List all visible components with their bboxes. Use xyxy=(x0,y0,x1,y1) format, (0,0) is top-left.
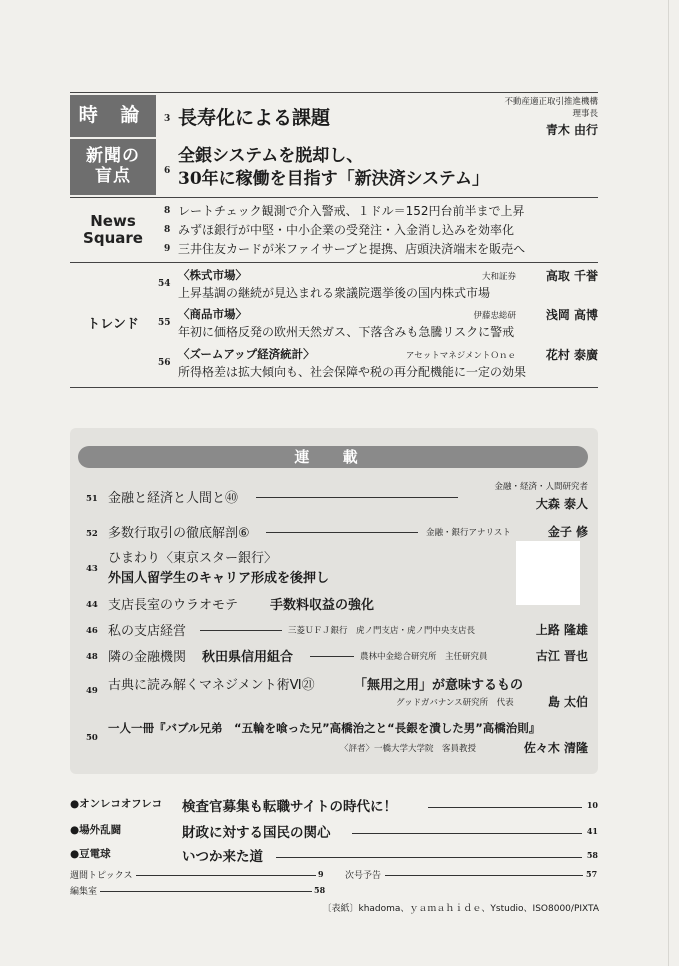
author-name: 金子 修 xyxy=(547,525,588,539)
shinbun-label-line1: 新聞の xyxy=(86,146,140,167)
column-title: 検査官募集も転職サイトの時代に！ xyxy=(182,799,398,815)
serial-title: 支店長室のウラオモテ xyxy=(108,598,239,613)
leader-line xyxy=(310,656,354,657)
column-onreco[interactable] xyxy=(70,796,598,816)
column-label: ●オンレコオフレコ xyxy=(70,798,163,810)
shinbun-title-line2: 30年に稼働を目指す「新決済システム」 xyxy=(178,169,489,189)
column-label: ●場外乱闘 xyxy=(70,824,122,836)
mini-label: 週間トピックス xyxy=(70,871,133,881)
author-org: 〈評者〉一橋大学大学院 客員教授 xyxy=(340,744,477,754)
news-item[interactable] xyxy=(164,202,598,221)
author-org: 大和証券 xyxy=(481,272,516,282)
column-jogai[interactable] xyxy=(70,822,598,842)
page-edge xyxy=(668,0,669,966)
leader-line xyxy=(136,875,316,876)
feature-table xyxy=(70,92,598,388)
jiron-title: 長寿化による課題 xyxy=(178,107,331,129)
author-name: 佐々木 清隆 xyxy=(523,741,588,755)
page-number: 3 xyxy=(164,114,171,124)
serial-section xyxy=(70,428,598,774)
trend-row xyxy=(70,263,598,387)
page-number: 46 xyxy=(86,626,98,636)
serial-title: 金融と経済と人間と㊵ xyxy=(108,491,239,506)
shinbun-title xyxy=(178,145,489,191)
serial-title: 古典に読み解くマネジメント術Ⅵ㉑ xyxy=(108,678,315,693)
serial-subtitle: 秋田県信用組合 xyxy=(202,650,294,665)
shinbun-row[interactable] xyxy=(70,139,598,197)
news-label-line2: Square xyxy=(83,229,143,247)
page-number: 51 xyxy=(86,494,98,504)
news-item[interactable] xyxy=(164,221,598,240)
author-org: 金融・経済・人間研究者 xyxy=(494,482,588,492)
leader-line xyxy=(352,833,582,834)
author-name: 花村 泰廣 xyxy=(545,348,598,362)
serial-subtitle: 手数料収益の強化 xyxy=(270,598,375,613)
trend-item[interactable] xyxy=(156,305,598,343)
trend-item[interactable] xyxy=(156,345,598,383)
cover-credit: 〔表紙〕khadoma、ｙａｍａｈｉｄｅ、Ystudio、ISO8000/PIXTA xyxy=(322,904,599,914)
page-number: 10 xyxy=(586,800,598,810)
leader-line xyxy=(100,891,312,892)
author-name: 浅岡 高博 xyxy=(545,308,598,322)
mini-label: 次号予告 xyxy=(345,871,382,881)
page-number: 52 xyxy=(86,529,98,539)
page-number: 56 xyxy=(158,358,171,368)
page-number: 44 xyxy=(86,600,98,610)
serial-subtitle: 外国人留学生のキャリア形成を後押し xyxy=(108,571,330,586)
leader-line xyxy=(428,807,582,808)
column-title: いつか来た道 xyxy=(182,849,263,865)
leader-line xyxy=(385,875,583,876)
author-name: 上路 隆雄 xyxy=(535,623,588,637)
author-org: 金融・銀行アナリスト xyxy=(426,528,511,538)
page-number: 43 xyxy=(86,564,98,574)
serial-title: 隣の金融機関 xyxy=(108,650,187,665)
divider xyxy=(70,387,598,388)
leader-line xyxy=(256,497,458,498)
page-number: 8 xyxy=(164,225,171,235)
page-number: 50 xyxy=(86,733,98,743)
blank-square xyxy=(516,541,580,605)
author-org: 伊藤忠総研 xyxy=(473,311,516,321)
author-name: 大森 泰人 xyxy=(535,497,588,511)
column-label: ●豆電球 xyxy=(70,848,111,860)
trend-item[interactable] xyxy=(156,266,598,304)
serial-title: ひまわり〈東京スター銀行〉 xyxy=(108,551,278,566)
trend-subtitle: 上昇基調の継続が見込まれる衆議院選挙後の国内株式市場 xyxy=(178,286,491,300)
page-number: 57 xyxy=(586,869,598,879)
shinbun-title-line1: 全銀システムを脱却し、 xyxy=(178,146,364,166)
serial-title: 多数行取引の徹底解剖⑥ xyxy=(108,526,250,541)
column-title: 財政に対する国民の関心 xyxy=(182,825,331,841)
trend-subtitle: 年初に価格反発の欧州天然ガス、下落含みも急騰リスクに警戒 xyxy=(178,325,515,339)
mini-label: 編集室 xyxy=(70,887,98,897)
page-number: 9 xyxy=(318,869,324,879)
news-square-label xyxy=(70,198,156,262)
serial-header: 連 載 xyxy=(78,446,588,468)
column-mamedenkyu[interactable] xyxy=(70,846,598,866)
shinbun-label xyxy=(70,139,156,195)
news-item-text: レートチェック観測で介入警戒、１ドル＝152円台前半まで上昇 xyxy=(178,204,525,218)
page-number: 58 xyxy=(586,850,598,860)
leader-line xyxy=(276,857,582,858)
news-item[interactable] xyxy=(164,240,598,259)
page-number: 49 xyxy=(86,686,98,696)
serial-subtitle: 「無用之用」が意味するもの xyxy=(354,678,524,693)
author-role: 理事長 xyxy=(572,108,598,119)
author-org: グッドガバナンス研究所 代表 xyxy=(396,698,514,708)
page-number: 48 xyxy=(86,652,98,662)
serial-title: 一人一冊『バブル兄弟 “五輪を喰った兄”高橋治之と“長銀を潰した男”高橋治則』 xyxy=(108,721,541,735)
page-number: 6 xyxy=(164,166,171,176)
page-number: 9 xyxy=(164,244,171,254)
page-number: 58 xyxy=(314,885,326,895)
author-name: 古江 晋也 xyxy=(535,649,588,663)
trend-subtitle: 所得格差は拡大傾向も、社会保障や税の再分配機能に一定の効果 xyxy=(178,365,527,379)
trend-heading: 〈株式市場〉 xyxy=(178,268,247,282)
trend-label: トレンド xyxy=(87,316,139,332)
page-number: 54 xyxy=(158,279,171,289)
trend-heading: 〈商品市場〉 xyxy=(178,307,247,321)
author-name: 高取 千誉 xyxy=(545,269,598,283)
page-number: 41 xyxy=(586,826,598,836)
page-number: 55 xyxy=(158,318,171,328)
serial-title: 私の支店経営 xyxy=(108,624,187,639)
trend-heading: 〈ズームアップ経済統計〉 xyxy=(178,347,315,361)
news-square-row xyxy=(70,198,598,262)
author-org: 三菱ＵＦＪ銀行 虎ノ門支店・虎ノ門中央支店長 xyxy=(288,626,476,636)
jiron-label: 時 論 xyxy=(70,95,156,137)
author-org: 農林中金総合研究所 主任研究員 xyxy=(360,652,488,662)
news-label-line1: News xyxy=(90,211,136,230)
leader-line xyxy=(266,532,418,533)
author-name: 島 太伯 xyxy=(547,695,588,709)
news-item-text: みずほ銀行が中堅・中小企業の受発注・入金消し込みを効率化 xyxy=(178,223,515,237)
news-item-text: 三井住友カードが米ファイサーブと提携、店頭決済端末を販売へ xyxy=(178,242,526,256)
leader-line xyxy=(200,630,282,631)
shinbun-label-line2: 盲点 xyxy=(95,166,131,186)
author-org: アセットマネジメントＯｎｅ xyxy=(405,351,516,361)
jiron-row[interactable] xyxy=(70,93,598,139)
author-name: 青木 由行 xyxy=(545,122,598,137)
author-org: 不動産適正取引推進機構 xyxy=(504,97,598,107)
page-number: 8 xyxy=(164,206,171,216)
